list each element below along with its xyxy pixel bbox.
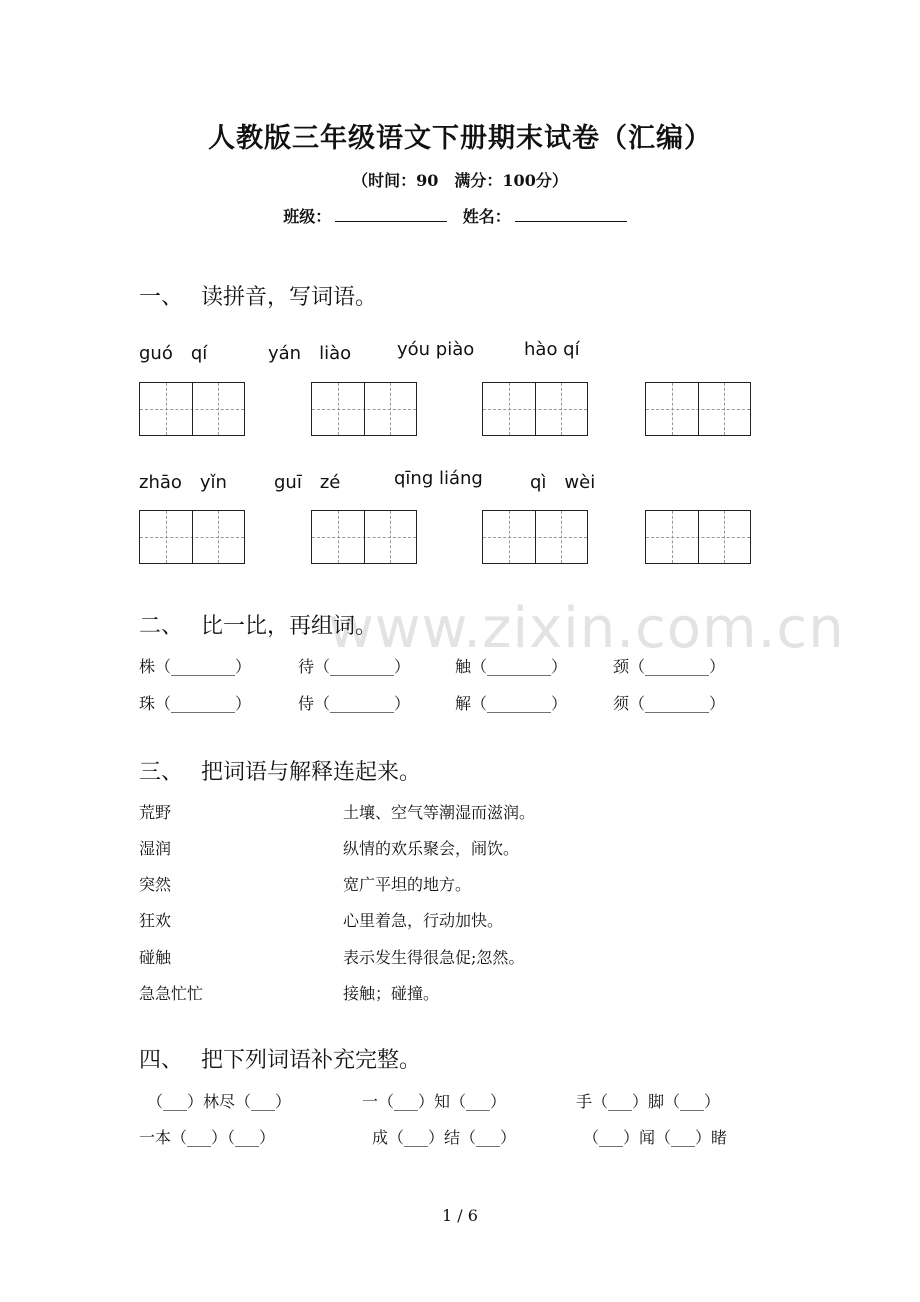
- writing-grid[interactable]: [482, 382, 588, 436]
- writing-grid[interactable]: [139, 382, 245, 436]
- fill-item[interactable]: （___）林尽（___）: [147, 1092, 292, 1111]
- compare-item[interactable]: 解（________）: [455, 694, 568, 713]
- match-definition[interactable]: 土壤、空气等潮湿而滋润。: [343, 803, 536, 822]
- student-info-line: [0, 204, 920, 227]
- writing-grid[interactable]: [311, 382, 417, 436]
- match-word[interactable]: 碰触: [139, 948, 172, 967]
- match-word[interactable]: 突然: [139, 875, 172, 894]
- match-word[interactable]: 急急忙忙: [139, 984, 204, 1003]
- pinyin-3: yóu piào: [397, 339, 475, 360]
- compare-item[interactable]: 珠（________）: [139, 694, 252, 713]
- match-definition[interactable]: 表示发生得很急促;忽然。: [343, 948, 525, 967]
- match-word[interactable]: 湿润: [139, 839, 172, 858]
- section-4-heading: 四、 把下列词语补充完整。: [139, 1048, 422, 1073]
- section-2-heading: 二、 比一比，再组词。: [139, 614, 378, 639]
- pinyin-4: hào qí: [524, 339, 580, 360]
- page-number: 1 / 6: [442, 1206, 478, 1225]
- pinyin-1: guó qí: [139, 343, 208, 364]
- pinyin-8: qì wèi: [530, 472, 596, 493]
- pinyin-6: guī zé: [274, 472, 341, 493]
- match-definition[interactable]: 宽广平坦的地方。: [343, 875, 472, 894]
- fill-item[interactable]: 手（___）脚（___）: [576, 1092, 721, 1111]
- writing-grid[interactable]: [645, 510, 751, 564]
- writing-grid[interactable]: [311, 510, 417, 564]
- section-3-heading: 三、 把词语与解释连起来。: [139, 760, 422, 785]
- match-definition[interactable]: 纵情的欢乐聚会，闹饮。: [343, 839, 520, 858]
- exam-info: （时间：90 满分：100分）: [352, 171, 568, 190]
- compare-item[interactable]: 株（________）: [139, 657, 252, 676]
- pinyin-7: qīng liáng: [394, 468, 483, 489]
- writing-grid[interactable]: [139, 510, 245, 564]
- compare-item[interactable]: 侍（________）: [298, 694, 411, 713]
- class-blank[interactable]: [335, 207, 447, 222]
- compare-item[interactable]: 颈（________）: [613, 657, 726, 676]
- compare-item[interactable]: 待（________）: [298, 657, 411, 676]
- match-word[interactable]: 狂欢: [139, 911, 172, 930]
- fill-item[interactable]: （___）闻（___）睹: [583, 1128, 728, 1147]
- page-title: 人教版三年级语文下册期末试卷（汇编）: [208, 123, 712, 154]
- pinyin-2: yán liào: [268, 343, 352, 364]
- fill-item[interactable]: 成（___）结（___）: [372, 1128, 517, 1147]
- compare-item[interactable]: 须（________）: [613, 694, 726, 713]
- match-definition[interactable]: 接触；碰撞。: [343, 984, 440, 1003]
- writing-grid[interactable]: [645, 382, 751, 436]
- match-word[interactable]: 荒野: [139, 803, 172, 822]
- compare-item[interactable]: 触（________）: [455, 657, 568, 676]
- section-1-heading: 一、 读拼音，写词语。: [139, 285, 378, 310]
- fill-item[interactable]: 一（___）知（___）: [362, 1092, 507, 1111]
- fill-item[interactable]: 一本（___）（___）: [139, 1128, 276, 1147]
- watermark: www.zixin.com.cn: [328, 596, 845, 661]
- name-blank[interactable]: [515, 207, 627, 222]
- pinyin-5: zhāo yǐn: [139, 472, 227, 493]
- match-definition[interactable]: 心里着急，行动加快。: [343, 911, 504, 930]
- writing-grid[interactable]: [482, 510, 588, 564]
- class-label: 班级：: [283, 207, 332, 226]
- name-label: 姓名：: [462, 207, 511, 226]
